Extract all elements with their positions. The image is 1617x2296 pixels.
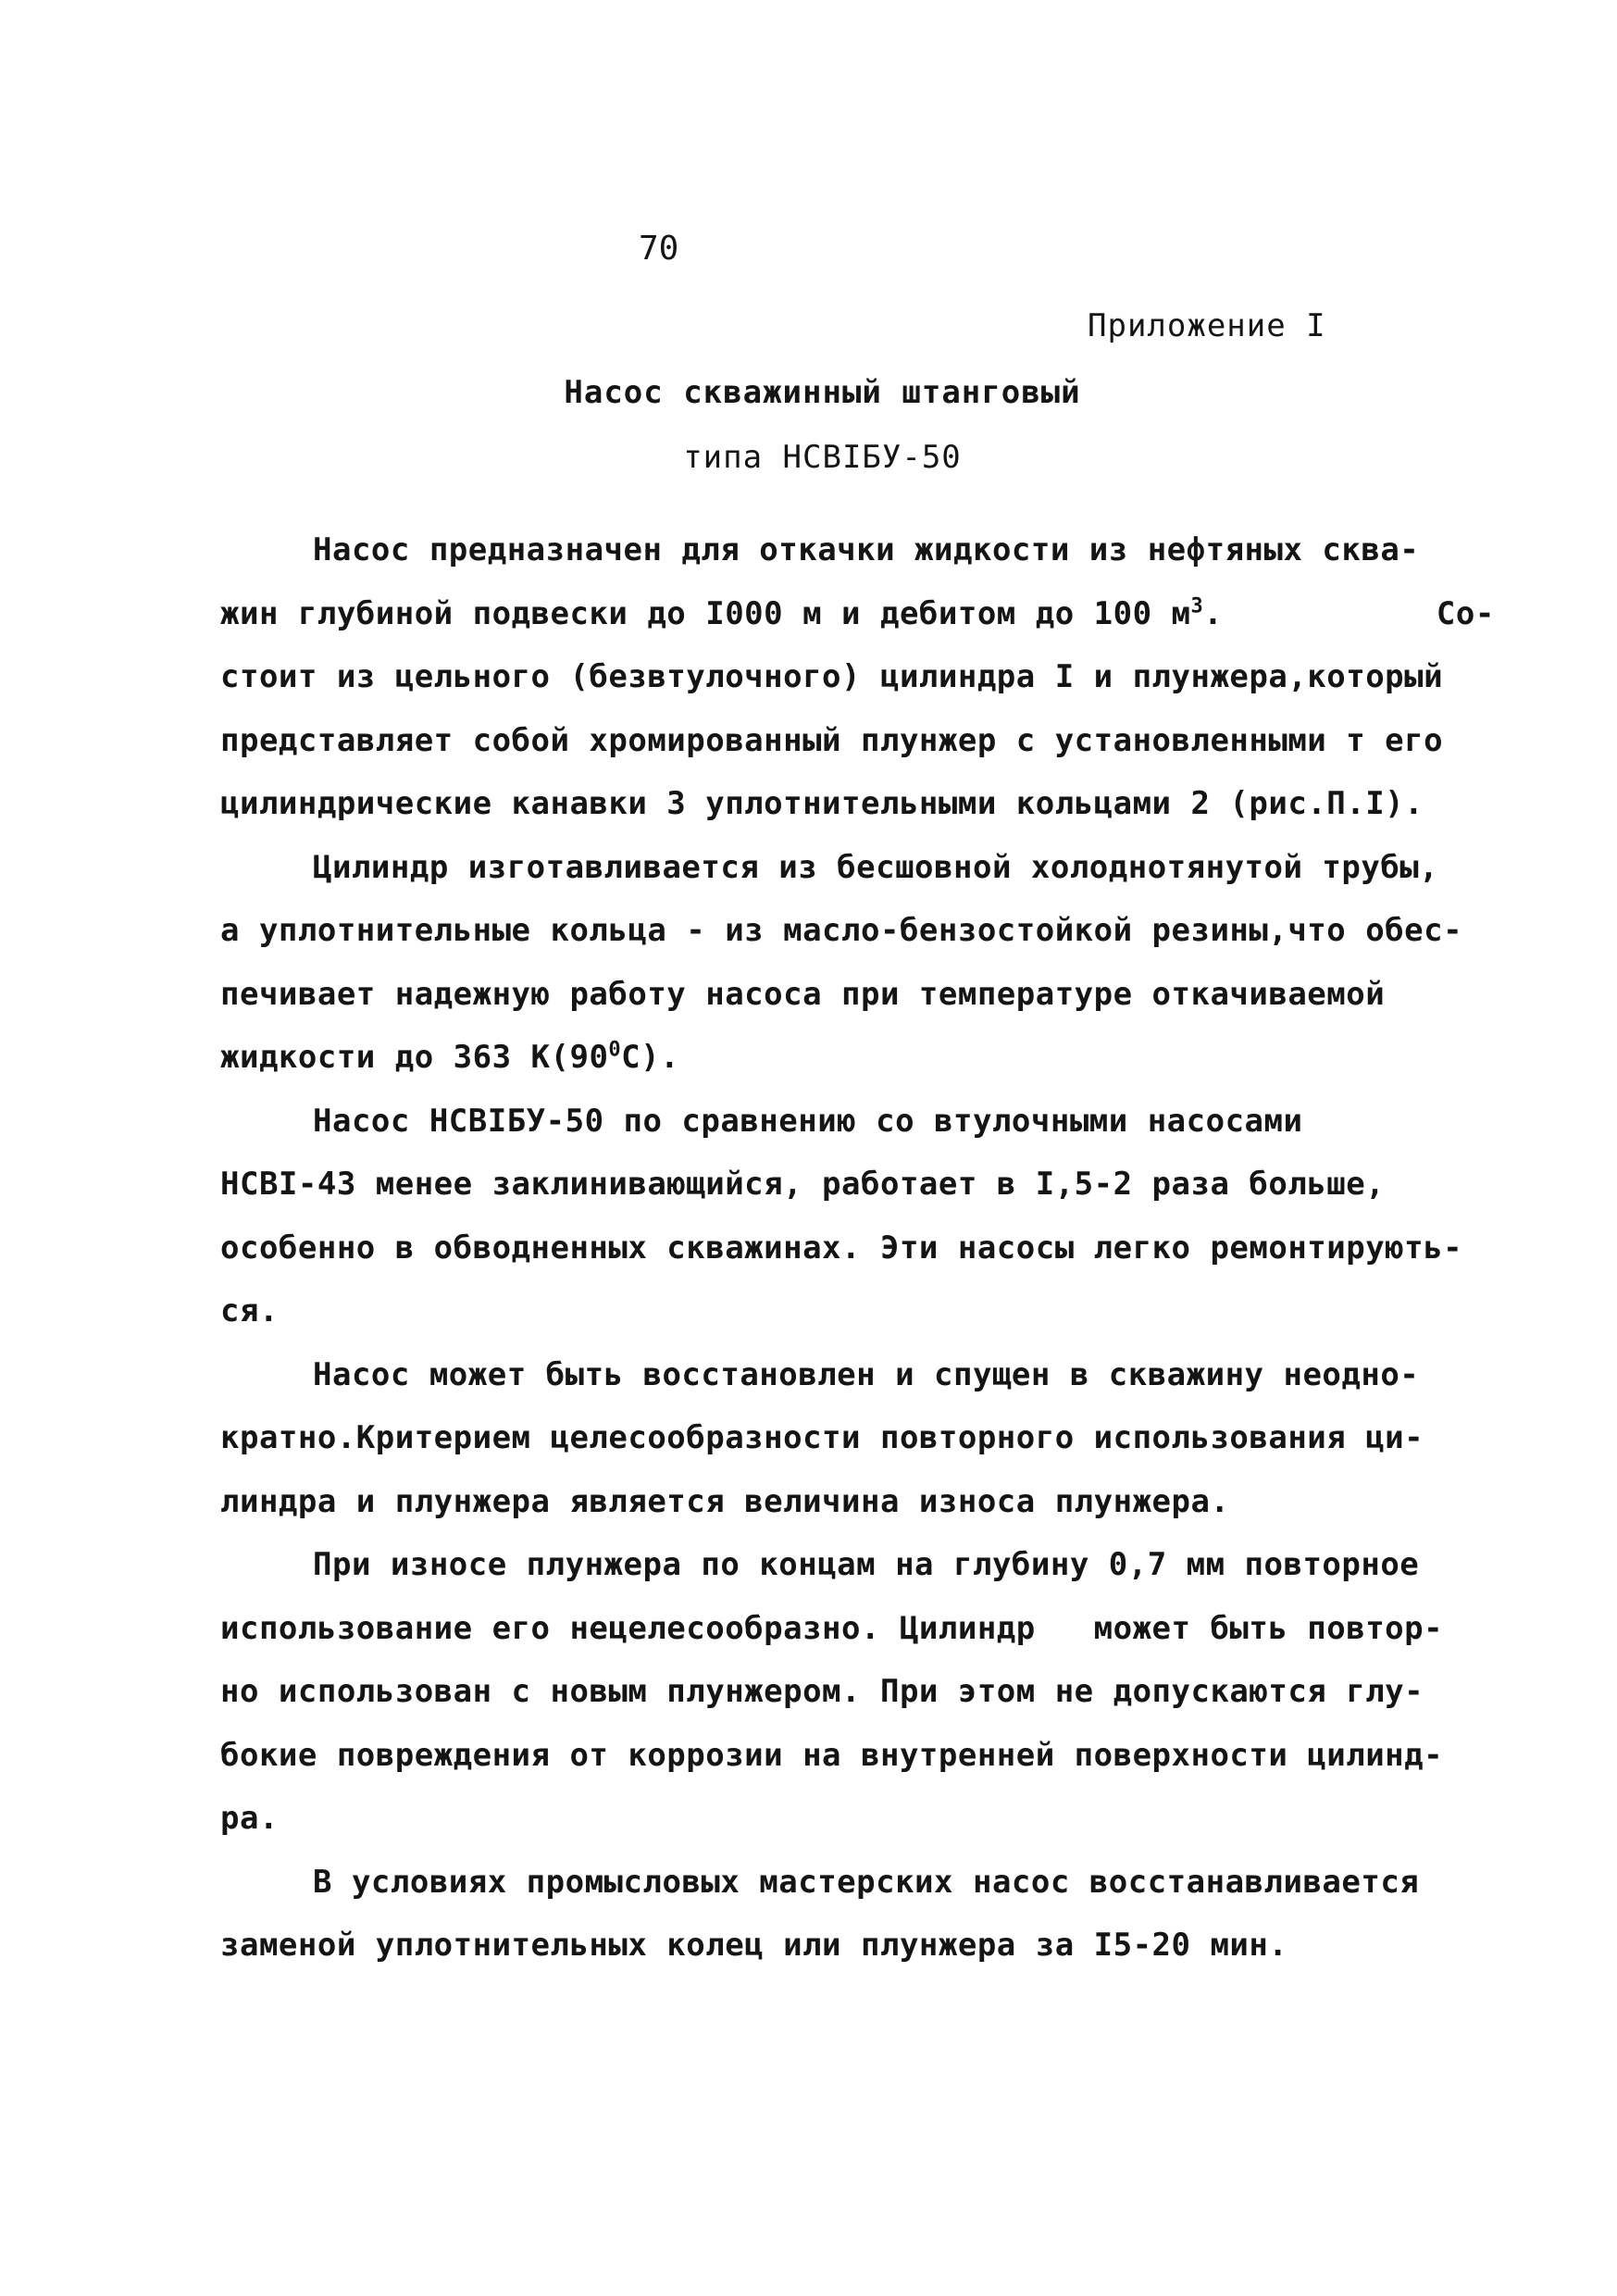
text-line: Цилиндр изготавливается из бесшовной холоднотянутой трубы,	[313, 848, 1439, 886]
text-line: Насос НСВIБУ-50 по сравнению со втулочными насосами	[313, 1102, 1303, 1140]
text-line: но использован с новым плунжером. При этом не допускаются глу-	[220, 1673, 1424, 1710]
text-line: ра.	[220, 1800, 279, 1837]
paragraph	[220, 1851, 1433, 1978]
document-subtitle: типа НСВIБУ-50	[683, 439, 962, 476]
text-segment: жидкости до 363 К	[220, 1039, 551, 1076]
text-line	[220, 582, 1495, 646]
text-line: цилиндрические канавки 3 уплотнительными кольцами 2 (рис.П.I).	[220, 785, 1424, 822]
paragraph	[220, 1343, 1433, 1534]
text-line: НСВI-43 менее заклинивающийся, работает в I,5-2 раза больше,	[220, 1166, 1386, 1203]
text-line: печивает надежную работу насоса при температуре откачиваемой	[220, 975, 1386, 1013]
text-line: использование его нецелесообразно. Цилиндр может быть повтор-	[220, 1609, 1444, 1647]
superscript: 0	[608, 1038, 622, 1062]
text-line: В условиях промысловых мастерских насос восстанавливается	[313, 1863, 1420, 1901]
text-line: кратно.Критерием целесообразности повторного использования ци-	[220, 1419, 1424, 1456]
text-line	[220, 1026, 1433, 1090]
paragraph	[220, 1533, 1444, 1851]
document-title: Насос скважинный штанговый	[564, 374, 1081, 411]
body-text	[220, 518, 1495, 1978]
text-segment: (90	[550, 1039, 609, 1076]
text-line: При износе плунжера по концам на глубину 0,7 мм повторное	[313, 1546, 1420, 1583]
text-line: заменой уплотнительных колец или плунжера за I5-20 мин.	[220, 1927, 1288, 1964]
text-line: бокие повреждения от коррозии на внутренней поверхности цилинд-	[220, 1736, 1444, 1774]
superscript: 3	[1190, 594, 1204, 618]
text-line: а уплотнительные кольца - из масло-бензостойкой резины,что обес-	[220, 912, 1463, 949]
appendix-label: Приложение I	[1088, 307, 1326, 344]
text-line: Насос предназначен для откачки жидкости из нефтяных сква-	[313, 531, 1420, 568]
paragraph	[220, 1090, 1463, 1343]
text-line: стоит из цельного (безвтулочного) цилиндра I и плунжера,который	[220, 658, 1444, 695]
text-line: Насос может быть восстановлен и спущен в скважину неодно-	[313, 1355, 1420, 1393]
paragraph	[220, 518, 1495, 836]
page-number: 70	[639, 230, 679, 268]
text-line: линдра и плунжера является величина износа плунжера.	[220, 1482, 1230, 1520]
text-segment: С).	[621, 1039, 680, 1076]
text-segment: . Со-	[1203, 594, 1495, 632]
paragraph	[220, 836, 1463, 1090]
text-segment: жин глубиной подвески до I000 м и дебитом до 100 м	[220, 594, 1191, 632]
text-line: представляет собой хромированный плунжер с установленными т его	[220, 721, 1444, 759]
text-line: особенно в обводненных скважинах. Эти насосы легко ремонтирують-	[220, 1229, 1463, 1267]
text-line: ся.	[220, 1292, 279, 1329]
